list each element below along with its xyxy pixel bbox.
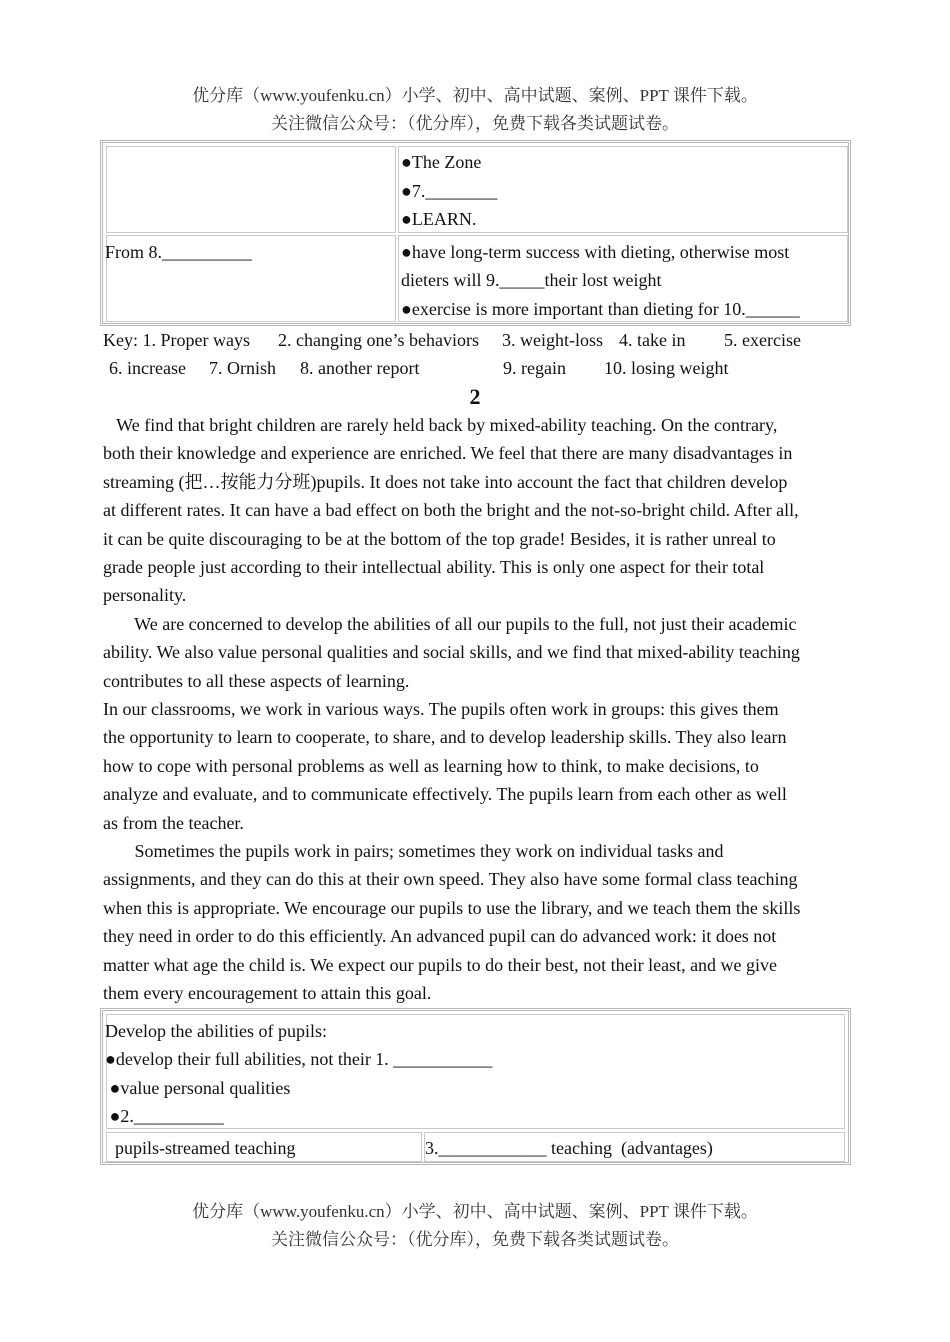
passage-line: analyze and evaluate, and to communicate effectively. The pupils learn from each other as well (103, 784, 787, 805)
table2-heading: Develop the abilities of pupils: (105, 1021, 327, 1041)
table2-r2-right (424, 1132, 845, 1162)
passage-line: contributes to all these aspects of learning. (103, 670, 410, 691)
passage-line: when this is appropriate. We encourage our pupils to use the library, and we teach them the skills (103, 897, 801, 918)
key-1: Key: 1. Proper ways (103, 330, 250, 350)
table1-blank-7: ●7.________ (401, 181, 498, 201)
table1-blank-8: From 8.__________ (105, 242, 253, 262)
page-footer (0, 1198, 950, 1254)
key-5: 5. exercise (724, 330, 801, 350)
table1-r1-left (106, 146, 396, 233)
passage-line: grade people just according to their intellectual ability. This is only one aspect for their total (103, 556, 765, 577)
header-line-2: 关注微信公众号：（优分库），免费下载各类试题试卷。 (271, 114, 679, 133)
key-4: 4. take in (619, 330, 686, 350)
table2-blank-1: ●develop their full abilities, not their 1. ___________ (105, 1049, 493, 1069)
table2-blank-3: 3.____________ teaching (advantages) (425, 1138, 713, 1158)
passage-line: at different rates. It can have a bad effect on both the bright and the not-so-bright child. After all, (103, 500, 799, 521)
key-10: 10. losing weight (604, 358, 729, 378)
page-header (0, 82, 950, 138)
passage-line: assignments, and they can do this at their own speed. They also have some formal class teaching (103, 869, 798, 890)
table1-line-dieting: ●have long-term success with dieting, otherwise most (401, 242, 790, 262)
key-6: 6. increase (109, 358, 186, 378)
passage-line: matter what age the child is. We expect our pupils to do their best, not their least, and we give (103, 954, 778, 975)
passage-paragraph-3 (103, 695, 863, 837)
table2-r1 (106, 1014, 845, 1129)
key-3: 3. weight-loss (502, 330, 603, 350)
table2-item-qualities: ●value personal qualities (105, 1078, 291, 1098)
table2-r2-left (106, 1132, 422, 1162)
footer-line-1: 优分库（www.youfenku.cn）小学、初中、高中试题、案例、PPT 课件下载。 (192, 1202, 758, 1221)
key-7: 7. Ornish (209, 358, 276, 378)
table2-blank-2: ●2.__________ (105, 1106, 224, 1126)
table1-item-zone: ●The Zone (401, 152, 482, 172)
passage-line: streaming (把…按能力分班)pupils. It does not take into account the fact that children develop (103, 471, 788, 492)
passage-line: how to cope with personal problems as well as learning how to think, to make decisions, to (103, 755, 759, 776)
passage-line: the opportunity to learn to cooperate, to share, and to develop leadership skills. They also learn (103, 727, 787, 748)
table1-r2-right (398, 235, 848, 322)
key-2: 2. changing one’s behaviors (278, 330, 479, 350)
passage-line: ability. We also value personal qualities and social skills, and we find that mixed-ability teaching (103, 642, 800, 663)
passage-paragraph-2 (103, 610, 863, 695)
passage-line: Sometimes the pupils work in pairs; sometimes they work on individual tasks and (103, 841, 724, 861)
passage-paragraph-1 (103, 411, 863, 610)
pupils-abilities-table (100, 1008, 851, 1165)
diet-summary-table (100, 140, 851, 326)
key-8: 8. another report (300, 358, 420, 378)
table1-item-learn: ●LEARN. (401, 209, 477, 229)
table1-r2-left (106, 235, 396, 322)
table1-blank-10: ●exercise is more important than dieting for 10.______ (401, 299, 800, 319)
table1-r1-right (398, 146, 848, 233)
passage-line: In our classrooms, we work in various ways. The pupils often work in groups: this gives them (103, 699, 779, 719)
table2-streamed: pupils-streamed teaching (115, 1138, 296, 1158)
passage-line: it can be quite discouraging to be at the bottom of the top grade! Besides, it is rather unreal to (103, 528, 776, 549)
passage-line: them every encouragement to attain this goal. (103, 982, 432, 1003)
passage-paragraph-4 (103, 837, 863, 1007)
passage-line: We are concerned to develop the abilities of all our pupils to the full, not just their academic (103, 614, 797, 634)
passage-line: they need in order to do this efficiently. An advanced pupil can do advanced work: it does not (103, 926, 777, 947)
table1-blank-9: dieters will 9._____their lost weight (401, 270, 662, 290)
passage-line: both their knowledge and experience are enriched. We feel that there are many disadvantages in (103, 443, 793, 464)
section-number: 2 (469, 384, 481, 409)
passage-line: as from the teacher. (103, 812, 244, 833)
footer-line-2: 关注微信公众号：（优分库），免费下载各类试题试卷。 (271, 1230, 679, 1249)
passage-line: We find that bright children are rarely held back by mixed-ability teaching. On the contrary, (103, 415, 778, 435)
key-9: 9. regain (503, 358, 566, 378)
header-line-1: 优分库（www.youfenku.cn）小学、初中、高中试题、案例、PPT 课件下载。 (192, 86, 758, 105)
passage-line: personality. (103, 585, 187, 606)
